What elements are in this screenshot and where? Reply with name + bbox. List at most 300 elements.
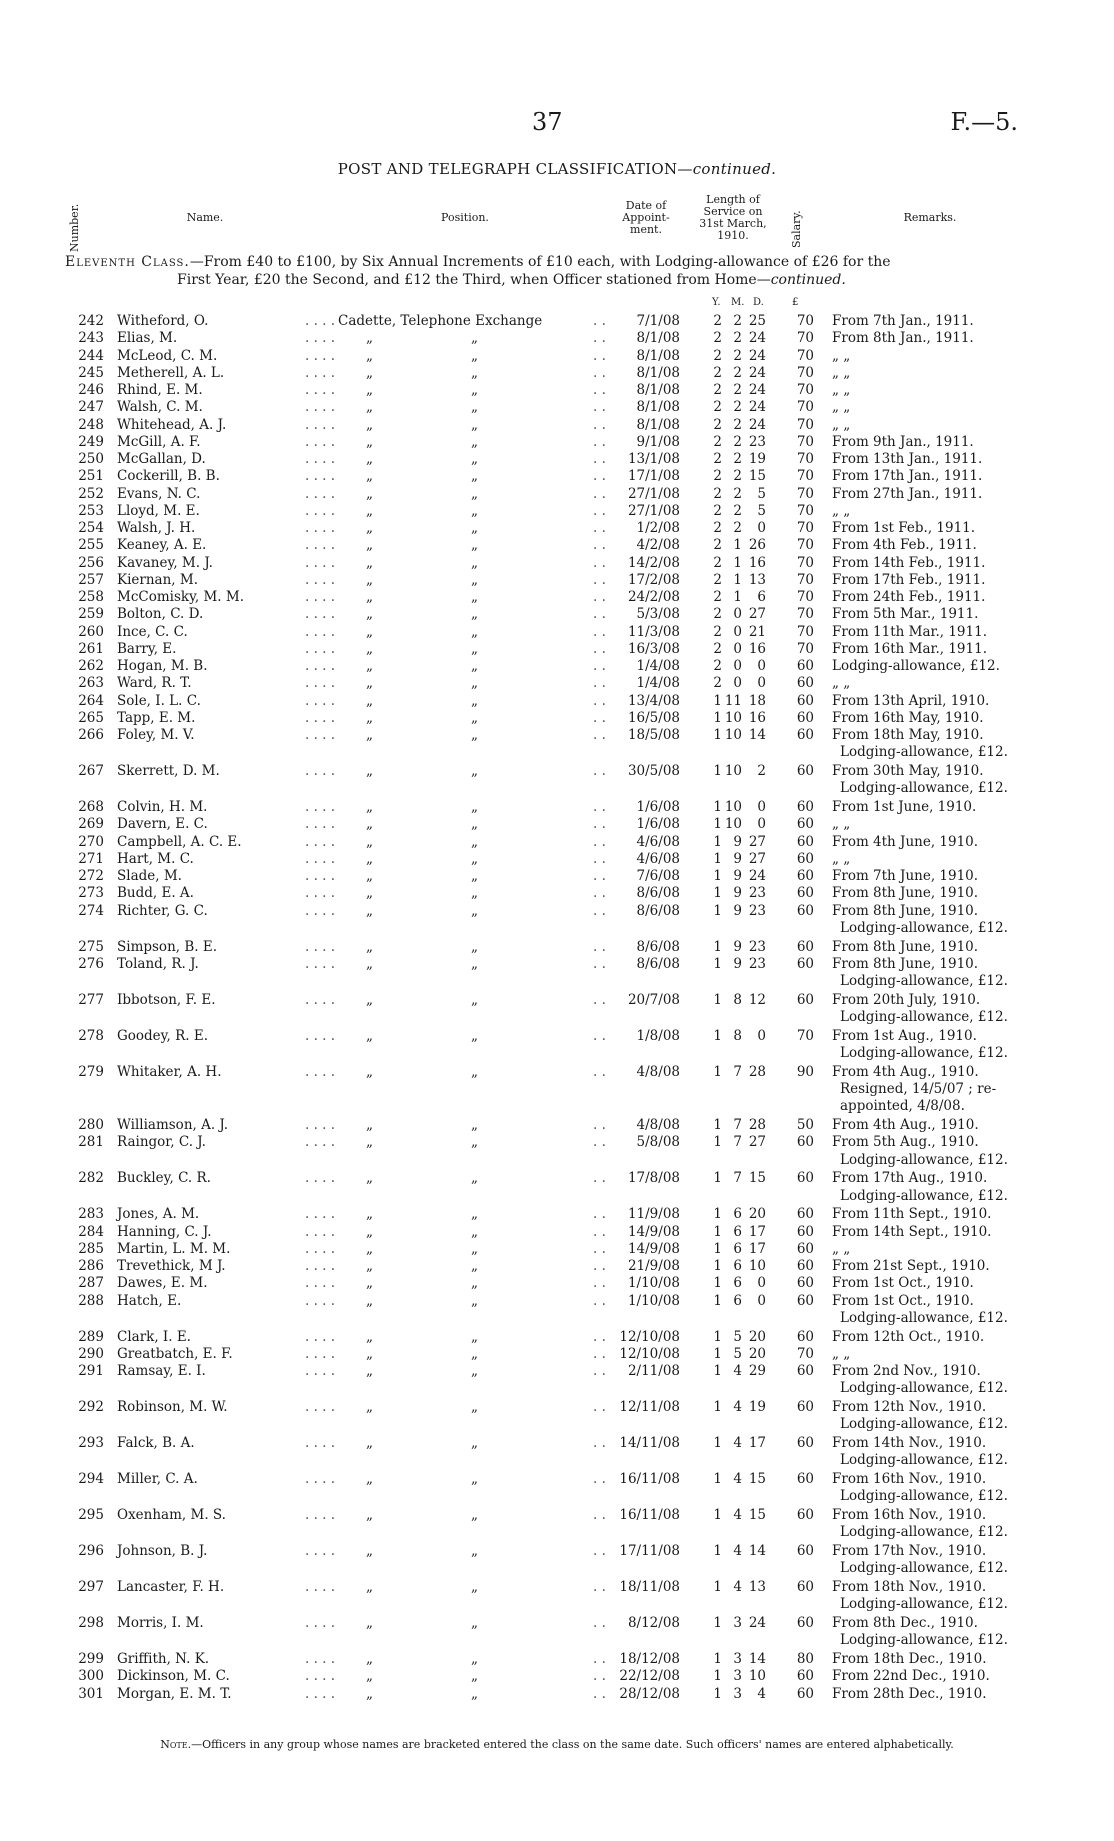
row-number: 276 <box>78 955 104 972</box>
row-months: 2 <box>733 364 742 381</box>
row-months: 10 <box>724 763 742 779</box>
row-position-ditto: „ <box>366 1275 373 1292</box>
row-position-ditto: „ <box>471 485 478 502</box>
row-days: 20 <box>748 1206 766 1223</box>
leader-dots: . . . . <box>305 502 336 519</box>
row-salary: 60 <box>796 955 814 972</box>
row-days: 18 <box>748 692 766 709</box>
row-name: Campbell, A. C. E. <box>117 833 242 850</box>
leader-dots: . . . . <box>305 1345 336 1362</box>
row-name: Ibbotson, F. E. <box>117 991 216 1008</box>
table-row <box>0 1668 1114 1685</box>
row-name: Walsh, C. M. <box>117 399 203 416</box>
row-years: 2 <box>713 416 722 433</box>
row-years: 1 <box>713 1275 722 1292</box>
row-date: 7/1/08 <box>636 313 680 329</box>
leader-dots: . . <box>593 606 606 623</box>
row-date: 22/12/08 <box>619 1668 680 1685</box>
row-years: 1 <box>713 850 722 867</box>
row-name: Buckley, C. R. <box>117 1170 211 1187</box>
table-row <box>0 313 1114 330</box>
leader-dots: . . <box>593 692 606 709</box>
table-row <box>0 399 1114 416</box>
row-salary: 70 <box>796 347 814 364</box>
table-row <box>0 589 1114 606</box>
row-position-ditto: „ <box>366 1507 373 1523</box>
row-name: Ince, C. C. <box>117 623 188 640</box>
row-months: 10 <box>724 816 742 833</box>
row-position-ditto: „ <box>471 1399 478 1415</box>
table-row <box>0 1329 1114 1346</box>
row-position-ditto: „ <box>471 1471 478 1487</box>
row-days: 24 <box>748 364 766 381</box>
row-position-ditto: „ <box>471 1363 478 1379</box>
leader-dots: . . <box>593 1543 606 1559</box>
row-position-ditto: „ <box>366 1328 373 1345</box>
column-header-name: Name. <box>186 211 224 224</box>
row-position-ditto: „ <box>471 433 478 450</box>
row-years: 1 <box>713 833 722 850</box>
row-remarks: From 16th Mar., 1911. <box>832 640 987 657</box>
row-remarks: From 14th Nov., 1910. <box>832 1435 987 1451</box>
leader-dots: . . . . <box>305 1134 336 1151</box>
row-position-ditto: „ <box>471 938 478 955</box>
leader-dots: . . . . <box>305 1063 336 1080</box>
row-years: 1 <box>713 955 722 972</box>
row-number: 273 <box>78 885 104 902</box>
row-salary: 70 <box>796 468 814 485</box>
row-number: 253 <box>78 502 104 519</box>
row-years: 2 <box>713 502 722 519</box>
row-name: Hogan, M. B. <box>117 658 208 674</box>
row-position-ditto: „ <box>471 1651 478 1667</box>
row-years: 2 <box>713 347 722 364</box>
row-months: 9 <box>733 885 742 902</box>
row-salary: 70 <box>796 520 814 536</box>
row-remarks-continued: Lodging-allowance, £12. <box>840 744 1008 761</box>
row-date: 18/11/08 <box>619 1579 680 1595</box>
table-row <box>0 624 1114 641</box>
row-position-ditto: „ <box>471 658 478 674</box>
row-days: 4 <box>757 1685 766 1702</box>
row-position-ditto: „ <box>471 816 478 833</box>
row-years: 1 <box>713 885 722 902</box>
row-position-ditto: „ <box>366 623 373 640</box>
row-position-ditto: „ <box>471 955 478 972</box>
leader-dots: . . . . <box>305 1275 336 1292</box>
row-number: 264 <box>78 692 104 709</box>
row-years: 2 <box>713 382 722 398</box>
row-days: 23 <box>748 955 766 972</box>
class-heading: Eleventh Class.—From £40 to £100, by Six Annual Increments of £10 each, with Lodging-allowance of £26 for the First Year, £20 the Second, and £12 the Third, when Officer stationed from Home—continued. <box>65 254 891 288</box>
row-number: 247 <box>78 399 104 416</box>
row-remarks: From 13th April, 1910. <box>832 692 990 709</box>
leader-dots: . . . . <box>305 1615 336 1631</box>
row-remarks: From 17th Jan., 1911. <box>832 468 983 485</box>
leader-dots: . . . . <box>305 1399 336 1415</box>
leader-dots: . . . . <box>305 885 336 902</box>
row-months: 2 <box>733 485 742 502</box>
row-years: 1 <box>713 1579 722 1595</box>
row-position-ditto: „ <box>366 675 373 692</box>
row-name: Hanning, C. J. <box>117 1223 212 1240</box>
row-days: 0 <box>757 799 766 815</box>
leader-dots: . . <box>593 991 606 1008</box>
leader-dots: . . . . <box>305 382 336 398</box>
row-date: 1/10/08 <box>627 1292 680 1309</box>
row-salary: 70 <box>796 623 814 640</box>
row-position-ditto: „ <box>366 382 373 398</box>
row-name: Sole, I. L. C. <box>117 692 201 709</box>
row-remarks-continued: Lodging-allowance, £12. <box>840 1596 1008 1613</box>
row-months: 1 <box>733 554 742 571</box>
row-remarks: From 24th Feb., 1911. <box>832 589 986 605</box>
leader-dots: . . . . <box>305 451 336 467</box>
row-days: 23 <box>748 885 766 902</box>
row-salary: 80 <box>796 1651 814 1667</box>
row-years: 1 <box>713 1292 722 1309</box>
row-number: 246 <box>78 382 104 398</box>
row-remarks-continued: Resigned, 14/5/07 ; re- <box>840 1081 997 1097</box>
table-row <box>0 851 1114 868</box>
row-days: 15 <box>748 1170 766 1187</box>
leader-dots: . . . . <box>305 347 336 364</box>
row-position-ditto: „ <box>471 727 478 743</box>
row-date: 4/8/08 <box>636 1117 680 1133</box>
row-salary: 70 <box>796 571 814 588</box>
row-years: 2 <box>713 399 722 416</box>
row-months: 0 <box>733 675 742 692</box>
row-remarks: From 8th June, 1910. <box>832 938 979 955</box>
column-header-position: Position. <box>441 211 489 224</box>
row-months: 2 <box>733 313 742 329</box>
row-number: 296 <box>78 1543 104 1559</box>
row-name: Miller, C. A. <box>117 1471 198 1487</box>
row-name: Kiernan, M. <box>117 571 198 588</box>
row-position-ditto: „ <box>366 485 373 502</box>
row-remarks: From 1st Oct., 1910. <box>832 1292 974 1309</box>
leader-dots: . . . . <box>305 1685 336 1702</box>
row-name: Lancaster, F. H. <box>117 1579 225 1595</box>
leader-dots: . . <box>593 1615 606 1631</box>
row-salary: 60 <box>796 868 814 884</box>
row-position-ditto: „ <box>471 1435 478 1451</box>
table-row <box>0 675 1114 692</box>
row-position-ditto: „ <box>366 1435 373 1451</box>
row-position-ditto: „ <box>471 537 478 554</box>
row-position-ditto: „ <box>471 1543 478 1559</box>
leader-dots: . . <box>593 658 606 674</box>
row-position-ditto: „ <box>366 763 373 779</box>
row-days: 29 <box>748 1363 766 1379</box>
row-months: 10 <box>724 709 742 726</box>
leader-dots: . . <box>593 330 606 347</box>
row-number: 291 <box>78 1363 104 1379</box>
row-remarks: „ „ <box>832 502 851 519</box>
leader-dots: . . . . <box>305 1292 336 1309</box>
table-row <box>0 641 1114 658</box>
leader-dots: . . <box>593 640 606 657</box>
leader-dots: . . <box>593 313 606 329</box>
table-row <box>0 555 1114 572</box>
row-remarks: „ „ <box>832 347 851 364</box>
table-row <box>0 1615 1114 1632</box>
row-salary: 60 <box>796 1292 814 1309</box>
table-row <box>0 1435 1114 1452</box>
leader-dots: . . <box>593 1134 606 1151</box>
row-salary: 60 <box>796 850 814 867</box>
row-date: 1/4/08 <box>636 658 680 674</box>
table-row <box>0 468 1114 485</box>
table-row <box>0 572 1114 589</box>
leader-dots: . . . . <box>305 399 336 416</box>
table-row <box>0 1134 1114 1151</box>
leader-dots: . . <box>593 1435 606 1451</box>
row-position-ditto: „ <box>471 502 478 519</box>
leader-dots: . . . . <box>305 520 336 536</box>
row-number: 266 <box>78 727 104 743</box>
row-salary: 60 <box>796 658 814 674</box>
row-days: 5 <box>757 485 766 502</box>
row-position-ditto: „ <box>366 902 373 919</box>
row-years: 2 <box>713 640 722 657</box>
leader-dots: . . <box>593 1275 606 1292</box>
leader-dots: . . <box>593 1170 606 1187</box>
table-row <box>0 816 1114 833</box>
table-row <box>0 992 1114 1009</box>
row-remarks: From 21st Sept., 1910. <box>832 1258 990 1274</box>
row-name: Keaney, A. E. <box>117 537 207 554</box>
row-name: Davern, E. C. <box>117 816 208 833</box>
row-number: 274 <box>78 902 104 919</box>
row-days: 17 <box>748 1223 766 1240</box>
leader-dots: . . <box>593 1223 606 1240</box>
row-number: 250 <box>78 451 104 467</box>
leader-dots: . . <box>593 1399 606 1415</box>
row-salary: 60 <box>796 675 814 692</box>
row-remarks: From 1st June, 1910. <box>832 799 977 815</box>
leader-dots: . . <box>593 1579 606 1595</box>
row-years: 2 <box>713 589 722 605</box>
row-remarks-continued: Lodging-allowance, £12. <box>840 1009 1008 1025</box>
row-days: 0 <box>757 1275 766 1292</box>
row-remarks: From 8th June, 1910. <box>832 885 979 902</box>
row-remarks: From 5th Aug., 1910. <box>832 1134 979 1151</box>
table-row <box>0 417 1114 434</box>
row-days: 24 <box>748 1615 766 1631</box>
row-date: 16/5/08 <box>627 709 680 726</box>
row-date: 8/6/08 <box>636 885 680 902</box>
row-position-ditto: „ <box>366 885 373 902</box>
leader-dots: . . . . <box>305 485 336 502</box>
row-days: 6 <box>757 589 766 605</box>
row-days: 15 <box>748 1471 766 1487</box>
row-months: 7 <box>733 1063 742 1080</box>
row-days: 15 <box>748 468 766 485</box>
row-salary: 70 <box>796 330 814 347</box>
row-years: 2 <box>713 313 722 329</box>
row-position-ditto: „ <box>471 571 478 588</box>
row-salary: 90 <box>796 1063 814 1080</box>
leader-dots: . . <box>593 623 606 640</box>
leader-dots: . . <box>593 502 606 519</box>
row-remarks-continued: Lodging-allowance, £12. <box>840 1452 1008 1469</box>
row-position-ditto: „ <box>471 1223 478 1240</box>
row-position-ditto: „ <box>471 606 478 623</box>
row-number: 242 <box>78 313 104 329</box>
row-remarks: From 17th Feb., 1911. <box>832 571 986 588</box>
row-years: 2 <box>713 571 722 588</box>
row-months: 0 <box>733 623 742 640</box>
row-days: 14 <box>748 1651 766 1667</box>
leader-dots: . . <box>593 763 606 779</box>
row-remarks: From 18th Dec., 1910. <box>832 1651 987 1667</box>
row-position-ditto: „ <box>366 364 373 381</box>
row-years: 1 <box>713 1206 722 1223</box>
row-months: 3 <box>733 1685 742 1702</box>
row-position-ditto: „ <box>471 330 478 347</box>
row-position-ditto: „ <box>471 850 478 867</box>
row-number: 254 <box>78 520 104 536</box>
row-position-ditto: „ <box>471 1328 478 1345</box>
row-position-ditto: „ <box>471 1170 478 1187</box>
row-remarks: From 27th Jan., 1911. <box>832 485 983 502</box>
row-years: 1 <box>713 1685 722 1702</box>
leader-dots: . . <box>593 1685 606 1702</box>
row-date: 20/7/08 <box>627 991 680 1008</box>
row-years: 1 <box>713 1615 722 1631</box>
row-days: 12 <box>748 991 766 1008</box>
row-position-ditto: „ <box>366 640 373 657</box>
row-remarks: From 7th June, 1910. <box>832 868 979 884</box>
leader-dots: . . . . <box>305 1363 336 1379</box>
table-row <box>0 727 1114 744</box>
row-remarks: From 5th Mar., 1911. <box>832 606 979 623</box>
row-remarks: From 16th May, 1910. <box>832 709 984 726</box>
leader-dots: . . <box>593 571 606 588</box>
table-row <box>0 451 1114 468</box>
row-name: Jones, A. M. <box>117 1206 200 1223</box>
row-remarks: From 16th Nov., 1910. <box>832 1507 987 1523</box>
row-position-ditto: „ <box>471 640 478 657</box>
leader-dots: . . <box>593 485 606 502</box>
row-remarks: From 2nd Nov., 1910. <box>832 1363 981 1379</box>
row-position-ditto: „ <box>471 763 478 779</box>
row-date: 1/2/08 <box>636 520 680 536</box>
row-remarks: „ „ <box>832 399 851 416</box>
row-position-ditto: „ <box>471 991 478 1008</box>
row-years: 1 <box>713 727 722 743</box>
row-position-ditto: „ <box>366 727 373 743</box>
row-months: 2 <box>733 416 742 433</box>
table-row <box>0 1399 1114 1416</box>
row-name: Slade, M. <box>117 868 182 884</box>
table-row <box>0 1117 1114 1134</box>
row-name: Hart, M. C. <box>117 850 194 867</box>
row-remarks-continued: Lodging-allowance, £12. <box>840 1309 1008 1326</box>
row-number: 248 <box>78 416 104 433</box>
leader-dots: . . . . <box>305 1543 336 1559</box>
row-remarks-continued: Lodging-allowance, £12. <box>840 1560 1008 1577</box>
row-position-ditto: „ <box>471 364 478 381</box>
row-number: 269 <box>78 816 104 833</box>
row-months: 4 <box>733 1399 742 1415</box>
leader-dots: . . . . <box>305 1258 336 1274</box>
row-days: 17 <box>748 1240 766 1257</box>
row-salary: 60 <box>796 799 814 815</box>
row-date: 8/6/08 <box>636 955 680 972</box>
row-remarks-continued: Lodging-allowance, £12. <box>840 1416 1008 1433</box>
row-days: 13 <box>748 1579 766 1595</box>
row-number: 292 <box>78 1399 104 1415</box>
row-remarks-continued: appointed, 4/8/08. <box>840 1098 965 1115</box>
row-position-ditto: „ <box>366 1063 373 1080</box>
row-number: 256 <box>78 554 104 571</box>
row-position-ditto: „ <box>366 1471 373 1487</box>
row-date: 1/8/08 <box>636 1027 680 1044</box>
leader-dots: . . . . <box>305 692 336 709</box>
leader-dots: . . . . <box>305 313 336 329</box>
row-position-ditto: „ <box>471 399 478 416</box>
row-years: 1 <box>713 692 722 709</box>
row-days: 5 <box>757 502 766 519</box>
row-name: Simpson, B. E. <box>117 938 217 955</box>
row-months: 3 <box>733 1668 742 1685</box>
row-position-ditto: „ <box>366 1668 373 1685</box>
row-position-ditto: „ <box>471 1292 478 1309</box>
row-name: Martin, L. M. M. <box>117 1240 231 1257</box>
row-position-ditto: „ <box>366 1615 373 1631</box>
row-years: 1 <box>713 1399 722 1415</box>
row-number: 295 <box>78 1507 104 1523</box>
leader-dots: . . . . <box>305 938 336 955</box>
row-salary: 60 <box>796 1471 814 1487</box>
row-date: 1/4/08 <box>636 675 680 692</box>
row-position-ditto: „ <box>471 589 478 605</box>
row-salary: 60 <box>796 1240 814 1257</box>
row-days: 10 <box>748 1668 766 1685</box>
row-days: 0 <box>757 520 766 536</box>
row-months: 9 <box>733 868 742 884</box>
row-position-ditto: „ <box>471 1258 478 1274</box>
row-months: 6 <box>733 1206 742 1223</box>
row-position-ditto: „ <box>366 1292 373 1309</box>
row-salary: 70 <box>796 589 814 605</box>
row-months: 4 <box>733 1471 742 1487</box>
row-name: Colvin, H. M. <box>117 799 208 815</box>
table-row <box>0 1224 1114 1241</box>
row-days: 0 <box>757 675 766 692</box>
row-salary: 60 <box>796 1170 814 1187</box>
row-name: Elias, M. <box>117 330 178 347</box>
row-salary: 60 <box>796 1543 814 1559</box>
row-number: 261 <box>78 640 104 657</box>
row-years: 2 <box>713 468 722 485</box>
row-salary: 60 <box>796 1435 814 1451</box>
row-name: Ward, R. T. <box>117 675 192 692</box>
leader-dots: . . <box>593 955 606 972</box>
row-days: 0 <box>757 1027 766 1044</box>
row-days: 20 <box>748 1328 766 1345</box>
row-date: 14/11/08 <box>619 1435 680 1451</box>
row-salary: 60 <box>796 1507 814 1523</box>
leader-dots: . . . . <box>305 1117 336 1133</box>
leader-dots: . . <box>593 1117 606 1133</box>
row-salary: 70 <box>796 382 814 398</box>
row-position-ditto: „ <box>471 1507 478 1523</box>
row-position-ditto: „ <box>366 1399 373 1415</box>
table-row <box>0 1686 1114 1703</box>
